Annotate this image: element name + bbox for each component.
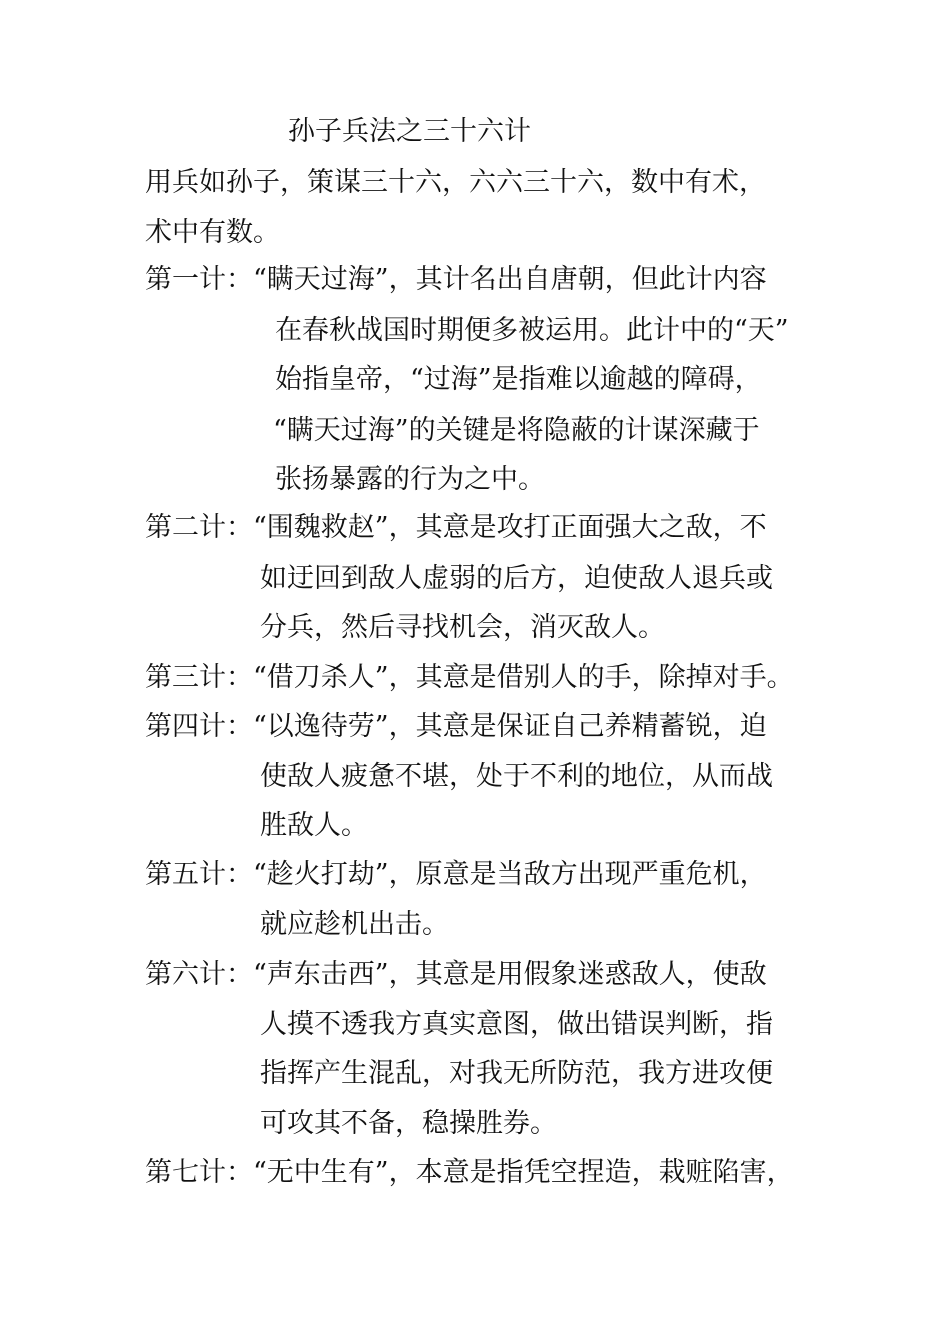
intro-line: 术中有数。 <box>145 217 280 248</box>
page-title: 孙子兵法之三十六计 <box>288 116 531 147</box>
stratagem-1-line: 张扬暴露的行为之中。 <box>275 464 545 495</box>
stratagem-6-line: 人摸不透我方真实意图，做出错误判断，指 <box>260 1009 773 1040</box>
stratagem-1-line: 第一计：“瞒天过海”，其计名出自唐朝，但此计内容 <box>145 264 767 295</box>
stratagem-6-line: 可攻其不备，稳操胜券。 <box>260 1108 557 1139</box>
stratagem-7-line: 第七计：“无中生有”，本意是指凭空捏造，栽赃陷害， <box>145 1157 794 1188</box>
stratagem-2-line: 如迂回到敌人虚弱的后方，迫使敌人退兵或 <box>260 563 773 594</box>
stratagem-3-line: 第三计：“借刀杀人”，其意是借别人的手，除掉对手。 <box>145 662 794 693</box>
intro-line: 用兵如孙子，策谋三十六，六六三十六，数中有术， <box>145 167 766 198</box>
stratagem-2-line: 第二计：“围魏救赵”，其意是攻打正面强大之敌，不 <box>145 512 767 543</box>
stratagem-4-line: 胜敌人。 <box>260 810 368 841</box>
stratagem-4-line: 第四计：“以逸待劳”，其意是保证自己养精蓄锐，迫 <box>145 711 767 742</box>
stratagem-1-line: 在春秋战国时期便多被运用。此计中的“天” <box>275 315 789 346</box>
stratagem-6-line: 第六计：“声东击西”，其意是用假象迷惑敌人，使敌 <box>145 959 767 990</box>
stratagem-5-line: 就应趁机出击。 <box>260 909 449 940</box>
stratagem-2-line: 分兵，然后寻找机会，消灭敌人。 <box>260 612 665 643</box>
stratagem-1-line: “瞒天过海”的关键是将隐蔽的计谋深藏于 <box>273 415 760 446</box>
stratagem-1-line: 始指皇帝，“过海”是指难以逾越的障碍， <box>275 364 762 395</box>
stratagem-4-line: 使敌人疲惫不堪，处于不利的地位，从而战 <box>260 761 773 792</box>
stratagem-6-line: 指挥产生混乱，对我无所防范，我方进攻便 <box>260 1058 773 1089</box>
stratagem-5-line: 第五计：“趁火打劫”，原意是当敌方出现严重危机， <box>145 859 767 890</box>
